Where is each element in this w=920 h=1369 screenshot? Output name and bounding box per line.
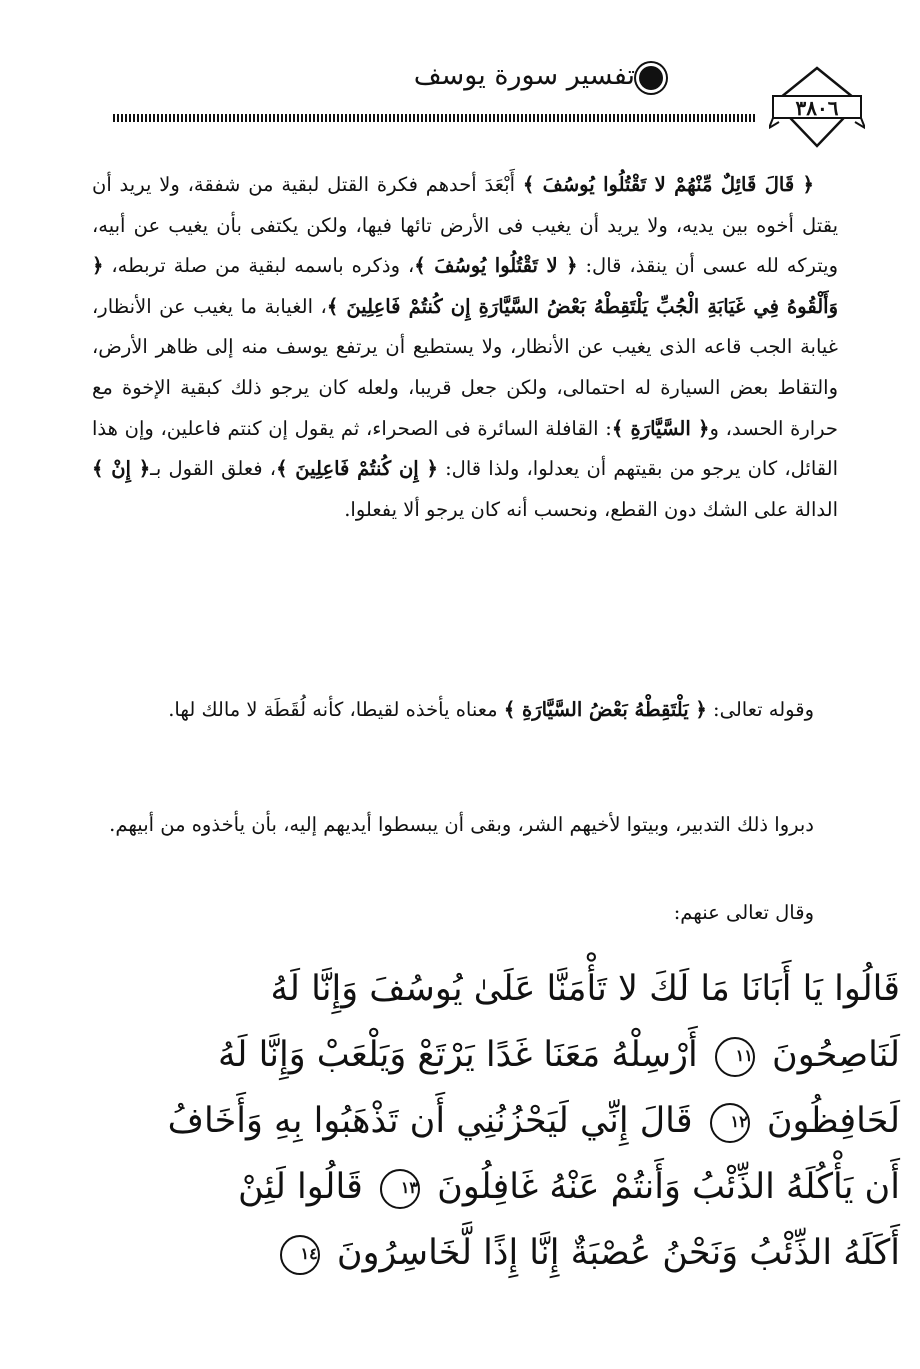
quran-quote: ﴿ وَأَلْقُوهُ فِي غَيَابَةِ الْجُبِّ يَلْتَقِطْهُ بَعْضُ السَّيَّارَةِ إِن كُنتُمْ فَاعِلِينَ ﴾: [92, 254, 838, 318]
verse-text: قَالَ إِنِّي لَيَحْزُنُنِي أَن تَذْهَبُوا بِهِ وَأَخَافُ: [167, 1101, 693, 1141]
verse-number: ١٤: [280, 1235, 320, 1275]
running-title: تفسير سورة يوسف: [413, 60, 635, 91]
verse-line: [140, 1220, 900, 1286]
page-number: ٣٨٠٦: [795, 96, 839, 120]
verse-number: ١١: [715, 1037, 755, 1077]
verse-text: أَن يَأْكُلَهُ الذِّئْبُ وَأَنتُمْ عَنْهُ غَافِلُونَ: [437, 1167, 900, 1207]
quran-quote: ﴿ إِن كُنتُمْ فَاعِلِينَ ﴾: [276, 457, 438, 481]
verse-line: [140, 956, 900, 1022]
page-header: [95, 52, 865, 152]
text-run: ، الغيابة ما يغيب عن الأنظار، غيابة الجب قاعه الذى يغيب عن الأنظار، ولا يستطيع أن يرتفع يوسف منه إلى ظاهر الأرض، والتقاط بعض السيارة له احتمالى، ولكن جعل قريبا، ولعله كان يرجو ذلك كبقية الإخوة مع حرارة الحسد، و: [92, 294, 838, 440]
verse-text: أَكَلَهُ الذِّئْبُ وَنَحْنُ عُصْبَةٌ إِنَّا إِذًا لَّخَاسِرُونَ: [336, 1233, 900, 1273]
paragraph-4: وقال تعالى عنهم:: [673, 901, 814, 924]
quran-quote: ﴿ إِنْ ﴾: [92, 457, 151, 481]
verse-text: قَالُوا لَئِنْ: [238, 1167, 363, 1207]
quran-quote: ﴿ يَلْتَقِطْهُ بَعْضُ السَّيَّارَةِ ﴾: [503, 698, 707, 721]
quran-quote: ﴿ قَالَ قَائِلٌ مِّنْهُمْ لا تَقْتُلُوا يُوسُفَ ﴾: [522, 173, 814, 196]
verse-text: لَحَافِظُونَ: [766, 1101, 900, 1141]
header-rule: [113, 114, 755, 122]
text-run: الدالة على الشك دون القطع، ونحسب أنه كان يرجو ألا يفعلوا.: [344, 497, 838, 521]
verse-line: [140, 1154, 900, 1220]
page-number-badge: [769, 66, 865, 148]
verse-text: لَنَاصِحُونَ: [772, 1035, 900, 1075]
verse-number: ١٢: [710, 1103, 750, 1143]
text-run: معناه يأخذه لقيطا، كأنه لُقَطَة لا مالك لها.: [168, 698, 504, 721]
paragraph-1: [92, 165, 838, 530]
quran-verses-block: [140, 956, 900, 1286]
paragraph-3: دبروا ذلك التدبير، وبيتوا لأخيهم الشر، وبقى أن يبسطوا أيديهم إليه، بأن يأخذوه من أبيهم.: [109, 813, 814, 836]
text-run: أَبْعَدَ أحدهم فكرة القتل لبقية من شفقة، ولا يريد أن يقتل أخوه بين يديه، ولا يريد أن يغيب فى الأرض تائها فيها، ولكن يكتفى بأن يغيب عن أبيه، ويتركه لله عسى أن ينقذ، قال:: [92, 173, 839, 278]
verse-number: ١٣: [380, 1169, 420, 1209]
verse-line: [140, 1022, 900, 1088]
verse-line: [140, 1088, 900, 1154]
quran-quote: ﴿ لا تَقْتُلُوا يُوسُفَ ﴾: [414, 254, 578, 278]
text-run: وقوله تعالى:: [706, 698, 814, 721]
verse-text: قَالُوا يَا أَبَانَا مَا لَكَ لا تَأْمَنَّا عَلَىٰ يُوسُفَ وَإِنَّا لَهُ: [270, 969, 900, 1009]
verse-text: أَرْسِلْهُ مَعَنَا غَدًا يَرْتَعْ وَيَلْعَبْ وَإِنَّا لَهُ: [218, 1035, 698, 1075]
text-run: : القافلة السائرة فى الصحراء، ثم يقول إن كنتم فاعلين، وإن هذا القائل، كان يرجو من بقيتهم أن يعدلوا، ولذا قال:: [92, 416, 838, 481]
paragraph-2: [92, 690, 838, 731]
ornament-icon: [639, 66, 663, 90]
quran-quote: ﴿ السَّيَّارَةِ ﴾: [611, 416, 710, 440]
text-run: ، فعلق القول بـ: [150, 457, 277, 481]
text-run: ، وذكره باسمه لبقية من صلة تربطه،: [103, 254, 415, 278]
